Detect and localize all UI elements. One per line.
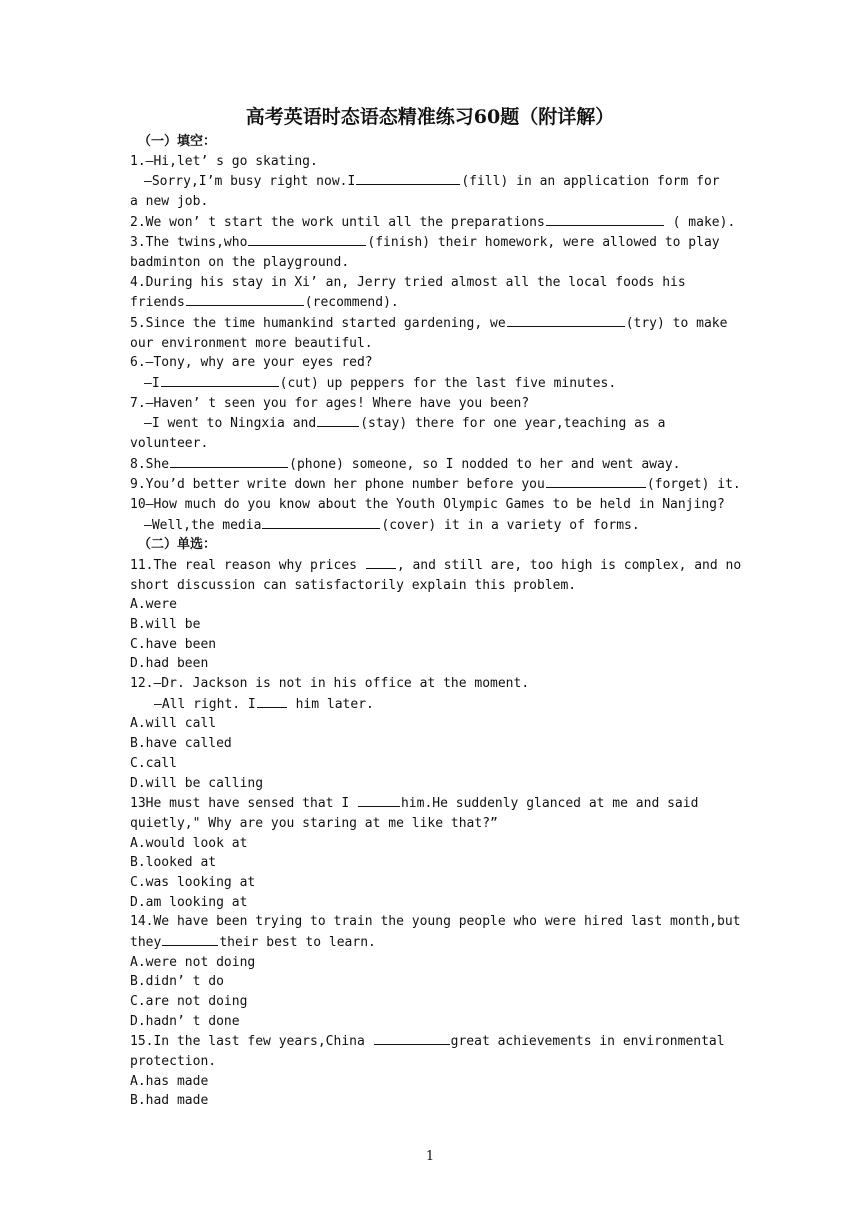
answer-blank[interactable] (356, 171, 460, 185)
answer-blank[interactable] (262, 515, 380, 529)
option-a[interactable]: A.has made (130, 1073, 209, 1089)
question-12: 12.—Dr. Jackson is not in his office at the moment. —All right. I him later. A.will call B.have called C.call D.will be calling (130, 674, 730, 793)
document-body (130, 132, 742, 1111)
question-4: 4.During his stay in Xi’ an, Jerry tried almost all the local foods his friends (recommend). (130, 274, 686, 311)
section-heading-fill: （一）填空： (138, 134, 217, 149)
answer-blank[interactable] (186, 292, 304, 306)
option-b[interactable]: B.didn’ t do (130, 974, 224, 990)
question-1: 1.—Hi,let’ s go skating. —Sorry,I’m busy right now.I (fill) in an application form for a new job. (130, 153, 720, 210)
answer-blank[interactable] (374, 1031, 450, 1045)
question-14: 14.We have been trying to train the young people who were hired last month,but they their best to learn. A.were not doing B.didn’ t do C.are not doing D.hadn’ t done (130, 912, 730, 1031)
option-d[interactable]: D.hadn’ t done (130, 1013, 240, 1029)
question-3: 3.The twins,who (finish) their homework, were allowed to play badminton on the playground. (130, 232, 730, 272)
answer-blank[interactable] (248, 232, 366, 246)
question-8: 8.She (phone) someone, so I nodded to her and went away. (130, 454, 730, 475)
answer-blank[interactable] (546, 474, 646, 488)
option-a[interactable]: A.will call (130, 716, 217, 732)
question-9: 9.You’d better write down her phone number before you (forget) it. (130, 474, 730, 495)
question-6: 6.—Tony, why are your eyes red? —I (cut) up peppers for the last five minutes. (130, 355, 617, 392)
page-number: 1 (425, 1149, 435, 1164)
option-b[interactable]: B.had made (130, 1093, 209, 1109)
option-c[interactable]: C.are not doing (130, 993, 248, 1009)
option-b[interactable]: B.have called (130, 736, 232, 752)
option-c[interactable]: C.was looking at (130, 874, 256, 890)
option-d[interactable]: D.will be calling (130, 775, 264, 791)
question-2: 2.We won’ t start the work until all the preparations ( make). (130, 212, 730, 233)
answer-blank[interactable] (507, 313, 625, 327)
option-a[interactable]: A.would look at (130, 835, 248, 851)
answer-blank[interactable] (546, 212, 664, 226)
answer-blank[interactable] (170, 454, 288, 468)
question-11: 11.The real reason why prices , and still are, too high is complex, and no short discussion can satisfactorily explain this problem. A.were B.will be C.have been D.had been (130, 555, 730, 674)
section-heading-choice: （二）单选： (138, 537, 217, 553)
answer-blank[interactable] (257, 694, 287, 708)
option-c[interactable]: C.have been (130, 636, 217, 652)
option-b[interactable]: B.will be (130, 617, 201, 633)
answer-blank[interactable] (162, 932, 218, 946)
option-d[interactable]: D.am looking at (130, 894, 248, 910)
option-d[interactable]: D.had been (130, 656, 209, 672)
option-c[interactable]: C.call (130, 755, 177, 771)
page-title: 高考英语时态语态精准练习60题（附详解） (245, 106, 615, 128)
answer-blank[interactable] (366, 555, 396, 569)
question-15: 15.In the last few years,China great achievements in environmental protection. A.has made B.had made (130, 1031, 730, 1111)
answer-blank[interactable] (317, 413, 359, 427)
question-10: 10—How much do you know about the Youth Olympic Games to be held in Nanjing? —Well,the media (cover) it in a variety of forms. (130, 497, 725, 533)
answer-blank[interactable] (161, 373, 279, 387)
option-a[interactable]: A.were not doing (130, 954, 256, 970)
question-7: 7.—Haven’ t seen you for ages! Where have you been? —I went to Ningxia and (stay) there for one year,teaching as a volunteer. (130, 395, 666, 452)
question-13: 13He must have sensed that I him.He suddenly glanced at me and said quietly," Why are you staring at me like that?” A.would look at B.looked at C.was looking at D.am looking at (130, 793, 730, 912)
option-a[interactable]: A.were (130, 597, 177, 613)
question-5: 5.Since the time humankind started gardening, we (try) to make our environment more beautiful. (130, 313, 730, 353)
answer-blank[interactable] (358, 793, 400, 807)
option-b[interactable]: B.looked at (130, 855, 217, 871)
